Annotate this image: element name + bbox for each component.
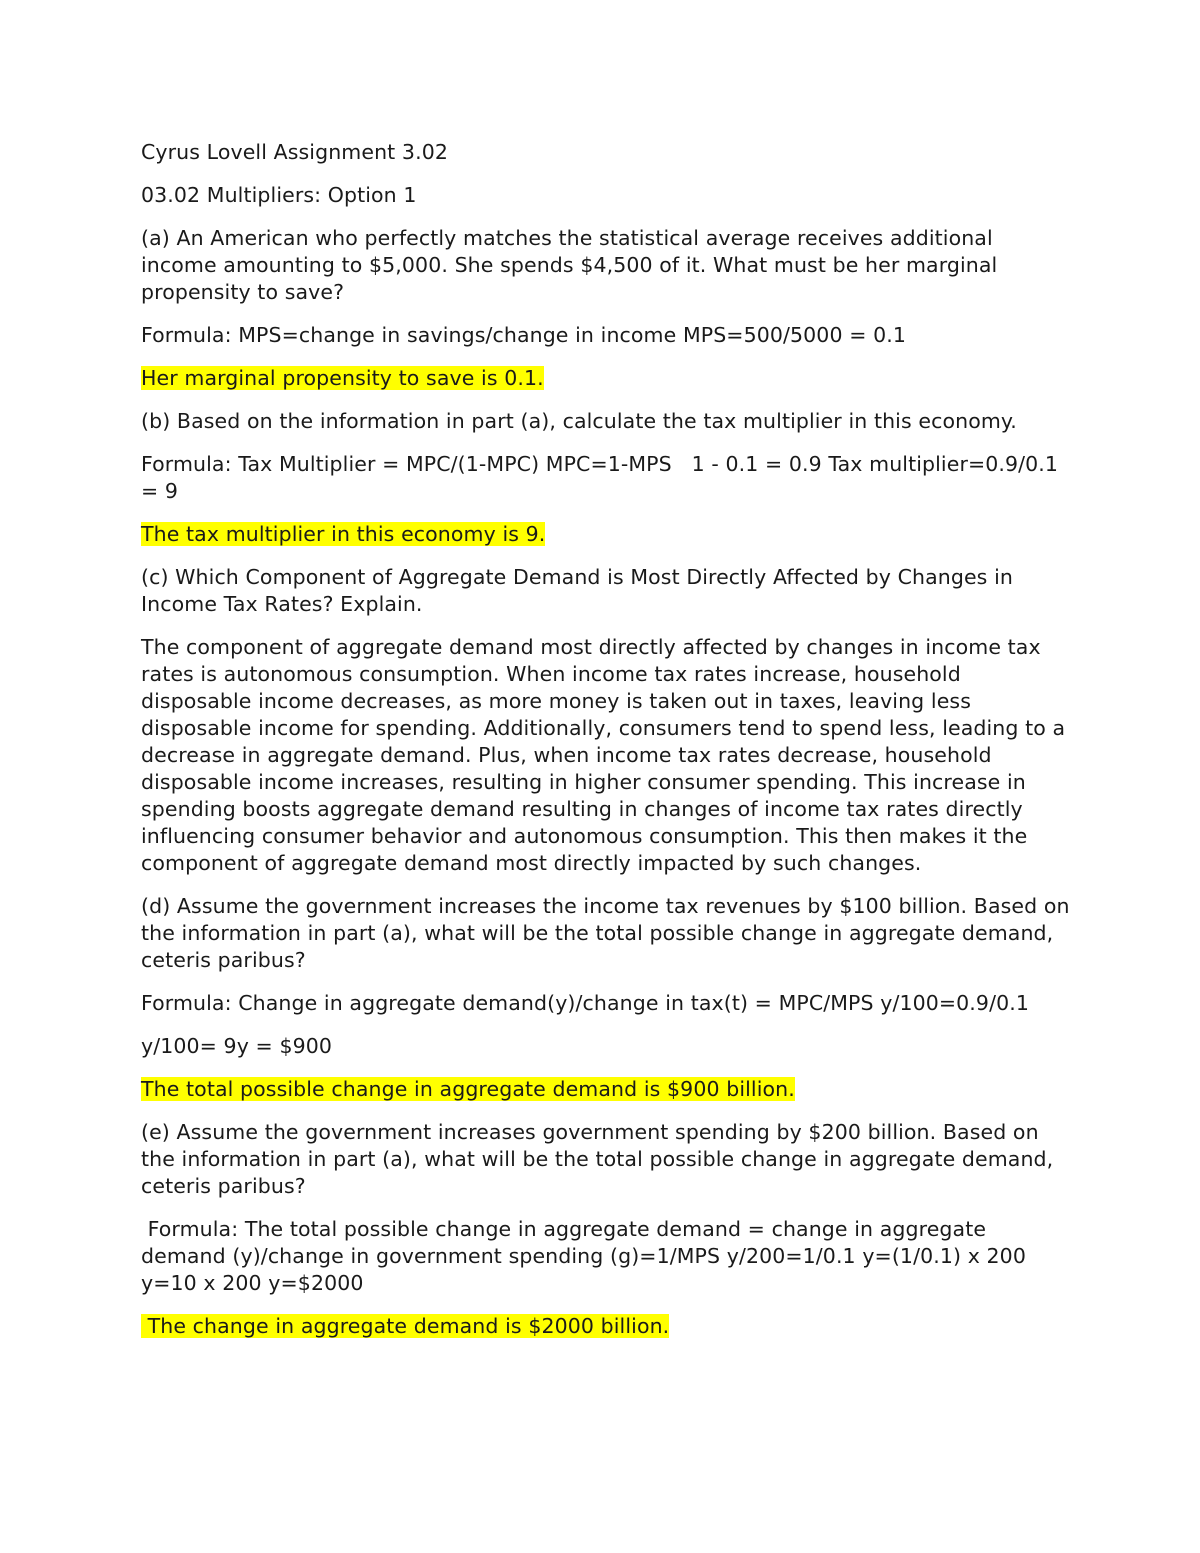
part-a-question: (a) An American who perfectly matches the statistical average receives additional income amounting to $5,000. She spends $4,500 of it. What must be her marginal propensity to save?	[141, 226, 1004, 304]
part-d-formula: Formula: Change in aggregate demand(y)/change in tax(t) = MPC/MPS y/100=0.9/0.1	[141, 991, 1029, 1015]
part-e-question: (e) Assume the government increases government spending by $200 billion. Based on the information in part (a), what will be the total possible change in aggregate demand, ceteris paribus?	[141, 1120, 1060, 1198]
part-e-answer	[141, 1313, 1071, 1340]
part-c-answer: The component of aggregate demand most directly affected by changes in income tax rates is autonomous consumption. When income tax rates increase, household disposable income decreases, as more money is taken out in taxes, leaving less disposable income for spending. Additionally, consumers tend to spend less, leading to a decrease in aggregate demand. Plus, when income tax rates decrease, household disposable income increases, resulting in higher consumer spending. This increase in spending boosts aggregate demand resulting in changes of income tax rates directly influencing consumer behavior and autonomous consumption. This then makes it the component of aggregate demand most directly impacted by such changes.	[141, 635, 1072, 875]
part-b-answer	[141, 521, 1071, 548]
part-a-formula: Formula: MPS=change in savings/change in income MPS=500/5000 = 0.1	[141, 323, 906, 347]
part-b-answer-highlight: The tax multiplier in this economy is 9.	[141, 522, 546, 546]
document-subheader: 03.02 Multipliers: Option 1	[141, 183, 417, 207]
part-d-answer-highlight: The total possible change in aggregate demand is $900 billion.	[141, 1077, 795, 1101]
part-c-question: (c) Which Component of Aggregate Demand is Most Directly Affected by Changes in Income Tax Rates? Explain.	[141, 565, 1020, 616]
document-header: Cyrus Lovell Assignment 3.02	[141, 140, 448, 164]
part-d-work: y/100= 9y = $900	[141, 1034, 333, 1058]
part-d-question: (d) Assume the government increases the income tax revenues by $100 billion. Based on the information in part (a), what will be the total possible change in aggregate demand, ceteris paribus?	[141, 894, 1077, 972]
document-page	[141, 139, 1077, 1356]
part-e-formula: Formula: The total possible change in aggregate demand = change in aggregate demand (y)/change in government spending (g)=1/MPS y/200=1/0.1 y=(1/0.1) x 200 y=10 x 200 y=$2000	[141, 1217, 1033, 1295]
part-a-answer-highlight: Her marginal propensity to save is 0.1.	[141, 366, 544, 390]
part-b-question: (b) Based on the information in part (a), calculate the tax multiplier in this economy.	[141, 409, 1017, 433]
part-b-formula: Formula: Tax Multiplier = MPC/(1-MPC) MPC=1-MPS 1 - 0.1 = 0.9 Tax multiplier=0.9/0.1 = 9	[141, 452, 1065, 503]
part-a-answer	[141, 365, 1071, 392]
part-d-answer	[141, 1076, 1071, 1103]
part-e-answer-highlight: The change in aggregate demand is $2000 billion.	[141, 1314, 670, 1338]
